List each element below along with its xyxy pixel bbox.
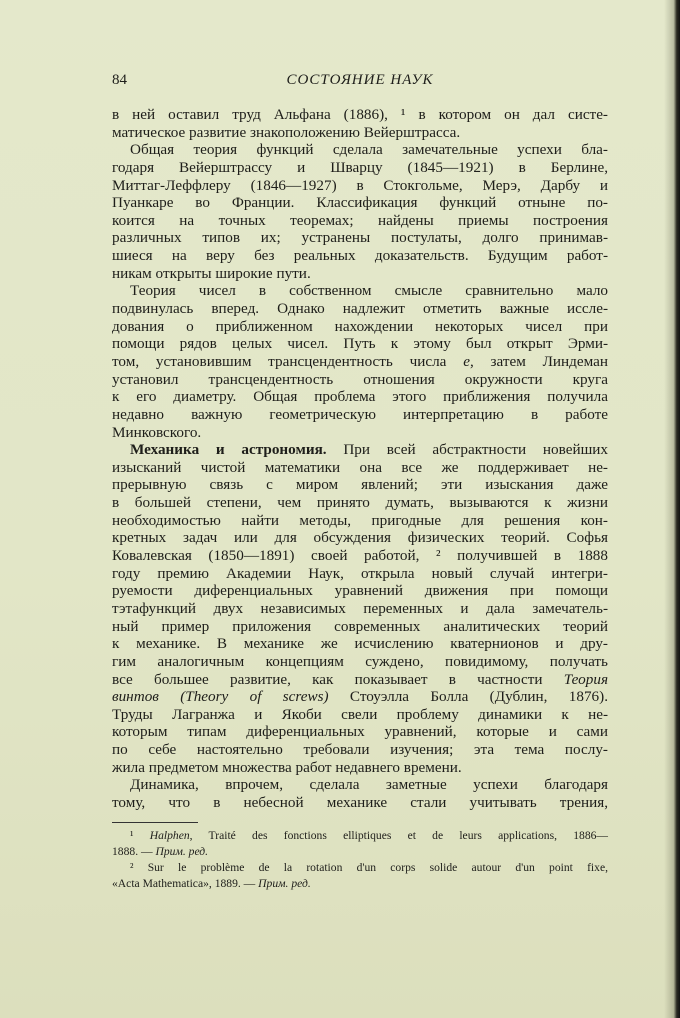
- text-segment: которым типам диференциальных уравнений, которые и сами: [112, 723, 608, 741]
- text-line: [112, 759, 608, 777]
- page-number: 84: [112, 72, 127, 88]
- text-segment: дования о приближенном нахождении некоторых чисел при: [112, 317, 608, 335]
- text-segment: году премию Академии Наук, открыла новый случай интегри-: [112, 564, 608, 582]
- text-segment: том, установившим трансцендентность числа: [112, 352, 464, 370]
- text-line: [112, 459, 608, 477]
- paragraph: [112, 106, 608, 141]
- text-segment: Общая теория функций сделала замечательные успехи бла-: [130, 141, 608, 159]
- italic-text: Теория: [563, 670, 608, 688]
- text-segment: прерывную связь с миром явлений; эти изыскания даже: [112, 476, 608, 494]
- text-line: [112, 318, 608, 336]
- text-line: [112, 618, 608, 636]
- text-segment: жила предметом множества работ недавнего времени.: [112, 758, 462, 776]
- text-line: [112, 741, 608, 759]
- text-segment: установил трансцендентность отношения окружности круга: [112, 370, 608, 388]
- text-line: [112, 212, 608, 230]
- text-line: [112, 565, 608, 583]
- italic-text: винтов (Theory of screws): [112, 688, 329, 706]
- text-line: [112, 388, 608, 406]
- text-line: [112, 860, 608, 876]
- paragraph: [112, 441, 608, 776]
- text-line: [112, 194, 608, 212]
- text-segment: Миттаг-Леффлеру (1846—1927) в Стокгольме, Мерэ, Дарбу и: [112, 176, 608, 194]
- text-segment: годаря Вейерштрассу и Шварцу (1845—1921) в Берлине,: [112, 158, 608, 176]
- text-line: [112, 688, 608, 706]
- text-line: [112, 141, 608, 159]
- text-segment: Динамика, впрочем, сделала заметные успехи благодаря: [130, 776, 608, 794]
- body-text: [112, 106, 608, 812]
- italic-text: e: [463, 352, 470, 370]
- text-segment: руемости диференциальных уравнений движения при помощи: [112, 582, 608, 600]
- text-line: [112, 247, 608, 265]
- italic-text: Halphen: [149, 829, 190, 842]
- text-segment: в ней оставил труд Альфана (1886), ¹ в котором он дал систе-: [112, 106, 608, 123]
- text-line: [112, 723, 608, 741]
- text-segment: к его диаметру. Общая проблема этого приближения получила: [112, 388, 608, 406]
- text-line: [112, 794, 608, 812]
- text-line: [112, 424, 608, 442]
- italic-text: Прим. ред.: [155, 845, 209, 858]
- text-line: [112, 335, 608, 353]
- footnote-rule: [112, 822, 198, 823]
- text-line: [112, 600, 608, 618]
- text-line: [112, 265, 608, 283]
- text-line: [112, 124, 608, 142]
- text-line: [112, 229, 608, 247]
- text-segment: никам открыты широкие пути.: [112, 264, 311, 282]
- text-segment: Ковалевская (1850—1891) своей работой, ² получившей в 1888: [112, 547, 608, 565]
- text-segment: к механике. В механике же исчислению кватернионов и дру-: [112, 635, 608, 653]
- text-segment: различных типов их; устранены постулаты, долго принимав-: [112, 229, 608, 247]
- text-segment: тому, что в небесной механике стали учитывать трения,: [112, 793, 608, 811]
- bold-heading: Механика и астрономия.: [130, 441, 327, 459]
- paragraph: [112, 282, 608, 441]
- text-line: [112, 441, 608, 459]
- text-line: [112, 844, 608, 860]
- text-line: [112, 635, 608, 653]
- footnote: [112, 860, 608, 892]
- text-line: [112, 653, 608, 671]
- text-line: [112, 671, 608, 689]
- text-segment: недавно важную геометрическую интерпретацию в работе: [112, 405, 608, 423]
- text-segment: ¹: [130, 829, 150, 842]
- book-binding-shadow: [664, 0, 680, 1018]
- text-segment: Пуанкаре во Франции. Классификация функций отныне по-: [112, 194, 608, 212]
- text-line: [112, 177, 608, 195]
- text-line: [112, 406, 608, 424]
- text-segment: помощи рядов целых чисел. Путь к этому был открыт Эрми-: [112, 335, 608, 353]
- text-line: [112, 353, 608, 371]
- text-segment: «Acta Mathematica», 1889. —: [112, 877, 259, 890]
- text-line: [112, 828, 608, 844]
- text-line: [112, 300, 608, 318]
- text-segment: подвинулась вперед. Однако надлежит отметить важные иссле-: [112, 300, 608, 318]
- text-segment: Теория чисел в собственном смысле сравнительно мало: [130, 282, 608, 300]
- text-segment: необходимостью найти методы, пригодные для решения кон-: [112, 511, 608, 529]
- page-header: [112, 72, 608, 92]
- text-segment: матическое развитие знакоположению Вейерштрасса.: [112, 123, 461, 141]
- text-segment: коится на точных теоремах; найдены приемы построения: [112, 211, 608, 229]
- text-segment: ² Sur le problème de la rotation d'un corps solide autour d'un point fixe,: [130, 861, 608, 874]
- footnote: [112, 828, 608, 860]
- text-segment: все большее развитие, как показывает в частности: [112, 670, 564, 688]
- text-segment: шиеся на веру без реальных доказательств. Будущим работ-: [112, 247, 608, 265]
- text-line: [112, 512, 608, 530]
- text-line: [112, 776, 608, 794]
- text-line: [112, 476, 608, 494]
- text-segment: кретных задач или для обсуждения физических теорий. Софья: [112, 529, 608, 547]
- footnotes: [112, 828, 608, 892]
- text-segment: Стоуэлла Болла (Дублин, 1876).: [328, 688, 609, 706]
- text-line: [112, 371, 608, 389]
- text-segment: по себе настоятельно требовали изучения; эта тема послу-: [112, 741, 608, 759]
- running-title: СОСТОЯНИЕ НАУК: [286, 72, 434, 88]
- text-line: [112, 547, 608, 565]
- text-segment: Труды Лагранжа и Якоби свели проблему динамики к не-: [112, 705, 608, 723]
- text-segment: гим аналогичным концепциям суждено, повидимому, получать: [112, 652, 608, 670]
- text-segment: Минковского.: [112, 423, 202, 441]
- italic-text: Прим. ред.: [258, 877, 311, 890]
- text-segment: , Traité des fonctions elliptiques et de leurs applications, 1886—: [189, 829, 609, 842]
- text-line: [112, 494, 608, 512]
- text-segment: , затем Линдеман: [469, 352, 608, 370]
- paragraph: [112, 776, 608, 811]
- paragraph: [112, 141, 608, 282]
- text-segment: в большей степени, чем принято думать, вызываются к жизни: [112, 494, 608, 512]
- text-line: [112, 876, 608, 892]
- text-segment: ный пример приложения современных аналитических теорий: [112, 617, 608, 635]
- text-segment: При всей абстрактности новейших: [326, 441, 608, 459]
- text-line: [112, 706, 608, 724]
- text-line: [112, 282, 608, 300]
- text-segment: изысканий чистой математики она все же поддерживает не-: [112, 458, 608, 476]
- text-line: [112, 582, 608, 600]
- text-line: [112, 529, 608, 547]
- text-line: [112, 159, 608, 177]
- text-segment: 1888. —: [112, 845, 156, 858]
- text-segment: тэтафункций двух независимых переменных и дала замечатель-: [112, 599, 608, 617]
- text-line: [112, 106, 608, 124]
